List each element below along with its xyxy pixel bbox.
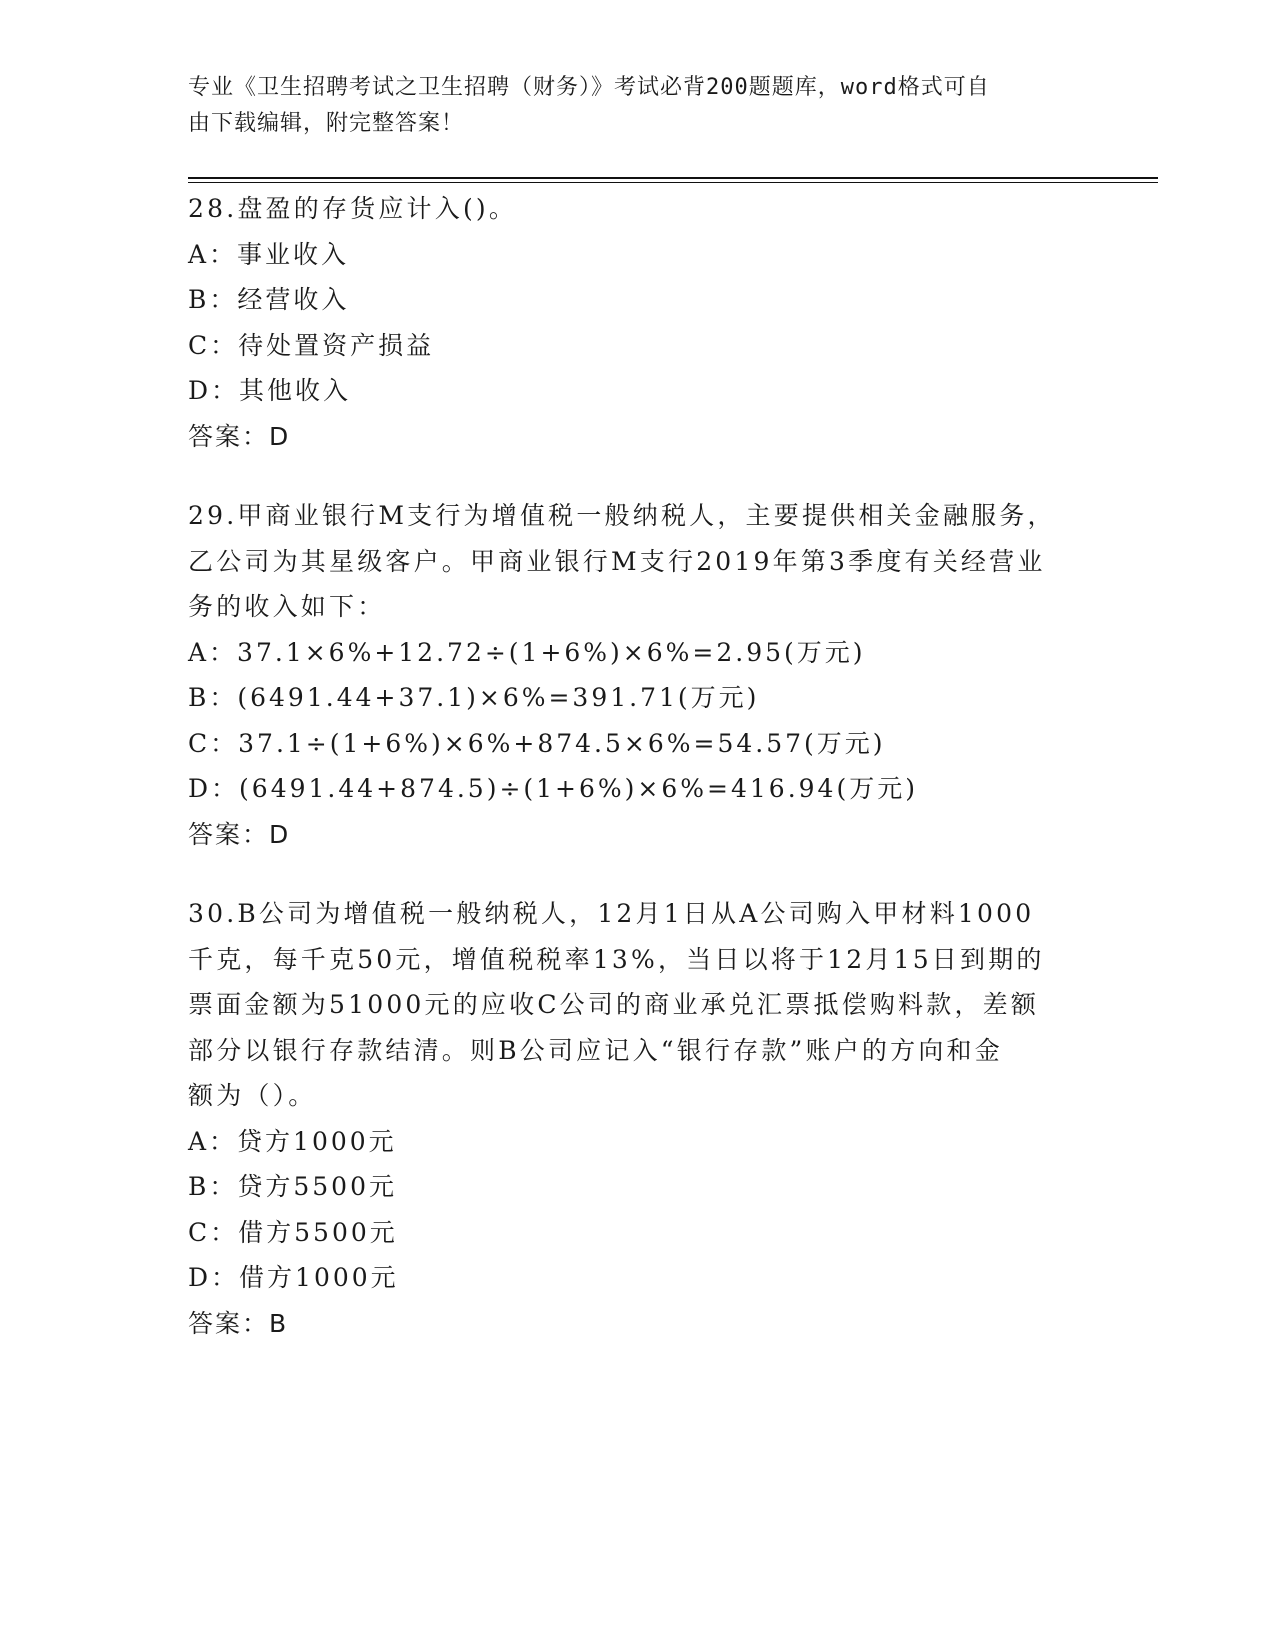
stem-line: 30.B公司为增值税一般纳税人，12月1日从A公司购入甲材料1000 <box>188 899 1035 928</box>
stem-line: 乙公司为其星级客户。甲商业银行M支行2019年第3季度有关经营业 <box>188 546 1046 576</box>
document-header <box>188 70 1088 142</box>
option-c: C：借方5500元 <box>188 1217 398 1247</box>
question-stem <box>188 186 1088 232</box>
answer-text: 答案：B <box>188 1308 289 1338</box>
stem-line: 票面金额为51000元的应收C公司的商业承兑汇票抵偿购料款，差额 <box>188 990 1040 1019</box>
option-c: C：待处置资产损益 <box>188 330 435 360</box>
option-d: D：其他收入 <box>188 376 352 405</box>
option-c: C：37.1÷(1+6%)×6%+874.5×6%=54.57(万元) <box>188 728 886 758</box>
option-d: D：(6491.44+874.5)÷(1+6%)×6%=416.94(万元) <box>188 774 918 803</box>
question-stem <box>188 493 1088 630</box>
question-30 <box>188 891 1088 1346</box>
answer-text: 答案：D <box>188 421 291 451</box>
question-stem <box>188 891 1088 1119</box>
header-line: 专业《卫生招聘考试之卫生招聘（财务）》考试必背200题题库，word格式可自 <box>188 75 990 100</box>
stem-line: 额为（）。 <box>188 1081 317 1110</box>
header-line: 由下载编辑，附完整答案！ <box>188 111 465 136</box>
answer-text: 答案：D <box>188 819 291 849</box>
option-a: A：贷方1000元 <box>188 1126 397 1156</box>
question-29 <box>188 493 1088 857</box>
stem-line: 务的收入如下： <box>188 592 386 621</box>
stem-line: 千克，每千克50元，增值税税率13%，当日以将于12月15日到期的 <box>188 944 1045 974</box>
stem-line: 28.盘盈的存货应计入()。 <box>188 194 518 223</box>
question-28 <box>188 186 1088 459</box>
stem-line: 部分以银行存款结清。则B公司应记入“银行存款”账户的方向和金 <box>188 1035 1003 1065</box>
option-d: D：借方1000元 <box>188 1263 399 1292</box>
option-a: A：事业收入 <box>188 239 350 269</box>
question-list <box>188 186 1088 1380</box>
option-b: B：贷方5500元 <box>188 1172 397 1201</box>
header-divider <box>188 177 1158 179</box>
option-a: A：37.1×6%+12.72÷(1+6%)×6%=2.95(万元) <box>188 637 866 667</box>
header-divider-thin <box>188 182 1158 183</box>
option-b: B：经营收入 <box>188 285 350 314</box>
option-b: B：(6491.44+37.1)×6%=391.71(万元) <box>188 683 760 712</box>
stem-line: 29.甲商业银行M支行为增值税一般纳税人，主要提供相关金融服务， <box>188 501 1056 530</box>
